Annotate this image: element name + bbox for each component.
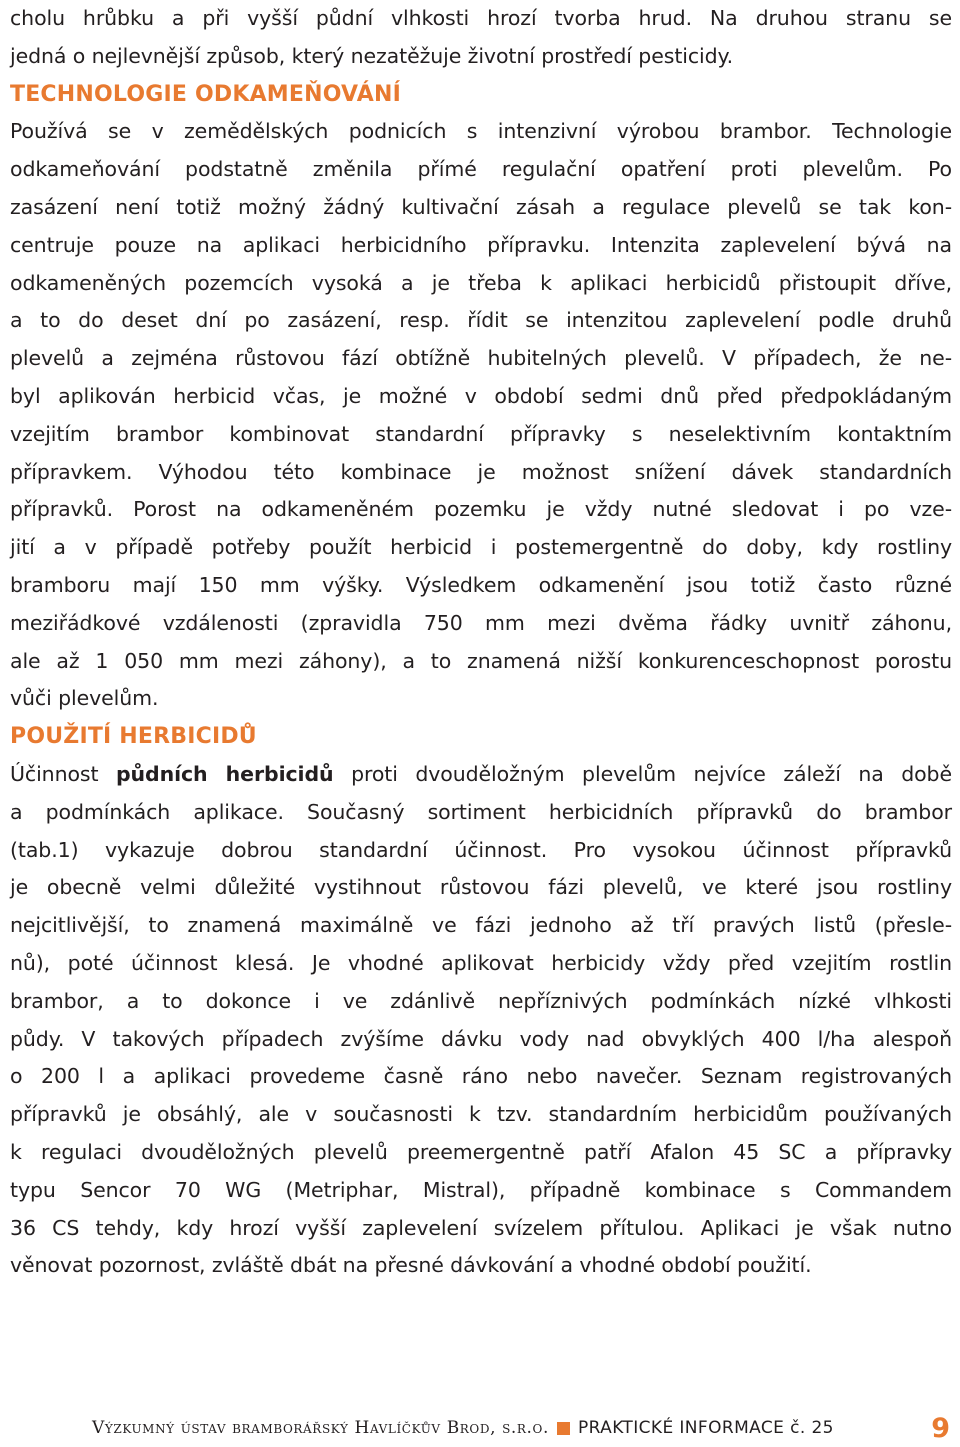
text-line: ale až 1 050 mm mezi záhony), a to znamená nižší konkurenceschopnost porostu <box>10 648 952 673</box>
text-line: věnovat pozornost, zvláště dbát na přesné dávkování a vhodné období použití. <box>10 1253 812 1278</box>
text-line: nů), poté účinnost klesá. Je vhodné aplikovat herbicidy vždy před vzejitím rostlin <box>10 950 952 975</box>
text-line: typu Sencor 70 WG (Metriphar, Mistral), případně kombinace s Commandem <box>10 1177 952 1202</box>
text-line: k regulaci dvouděložných plevelů preemergentně patří Afalon 45 SC a přípravky <box>10 1139 952 1164</box>
text-line: (tab.1) vykazuje dobrou standardní účinnost. Pro vysokou účinnost přípravků <box>10 837 952 862</box>
text-line: je obecně velmi důležité vystihnout růstovou fázi plevelů, ve které jsou rostliny <box>10 875 952 900</box>
text-line: bramboru mají 150 mm výšky. Výsledkem odkamenění jsou totiž často různé <box>10 572 952 597</box>
footer-institute: Výzkumný ústav bramborářský Havlíčkův Brod, s.r.o. <box>92 1418 549 1438</box>
text-line: přípravků je obsáhlý, ale v současnosti k tzv. standardním herbicidům používaných <box>10 1102 952 1127</box>
text-run: proti dvouděložným plevelům nejvíce záleží na době <box>333 761 952 786</box>
text-line: meziřádkové vzdálenosti (zpravidla 750 mm mezi dvěma řádky uvnitř záhonu, <box>10 610 952 635</box>
text-line <box>10 756 952 794</box>
document-page <box>10 0 952 1285</box>
text-line: cholu hrůbku a při vyšší půdní vlhkosti hrozí tvorba hrud. Na druhou stranu se <box>10 6 952 30</box>
text-line: plevelů a zejména růstovou fází obtížně hubitelných plevelů. V případech, že ne- <box>10 346 952 371</box>
text-line: odkameněných pozemcích vysoká a je třeba k aplikaci herbicidů přistoupit dříve, <box>10 270 952 295</box>
text-line: vůči plevelům. <box>10 686 159 711</box>
text-line: brambor, a to dokonce i ve zdánlivě nepříznivých podmínkách nízké vlhkosti <box>10 988 952 1013</box>
page-footer <box>92 1411 952 1445</box>
text-line: a podmínkách aplikace. Současný sortiment herbicidních přípravků do brambor <box>10 799 952 824</box>
section-heading-herbicidy: POUŽITÍ HERBICIDŮ <box>10 724 257 750</box>
herbicidy-paragraph <box>10 756 952 1285</box>
text-line: 36 CS tehdy, kdy hrozí vyšší zaplevelení svízelem přítulou. Aplikaci je však nutno <box>10 1215 952 1240</box>
text-run: Účinnost <box>10 761 116 786</box>
text-line: byl aplikován herbicid včas, je možné v období sedmi dnů před předpokládaným <box>10 383 952 408</box>
text-line: o 200 l a aplikaci provedeme časně ráno nebo navečer. Seznam registrovaných <box>10 1064 952 1089</box>
text-line: jití a v případě potřeby použít herbicid i postemergentně do doby, kdy rostliny <box>10 535 952 560</box>
odkamenovani-paragraph <box>10 113 952 718</box>
text-line: jedná o nejlevnější způsob, který nezatěžuje životní prostředí pesticidy. <box>10 43 734 68</box>
text-line: přípravkem. Výhodou této kombinace je možnost snížení dávek standardních <box>10 459 952 484</box>
page-number: 9 <box>931 1412 950 1444</box>
footer-series: PRAKTICKÉ INFORMACE č. 25 <box>578 1418 834 1438</box>
text-line: odkameňování podstatně změnila přímé regulační opatření proti plevelům. Po <box>10 157 952 182</box>
text-line: a to do deset dní po zasázení, resp. řídit se intenzitou zaplevelení podle druhů <box>10 308 952 333</box>
intro-paragraph <box>10 0 952 76</box>
text-line: centruje pouze na aplikaci herbicidního přípravku. Intenzita zaplevelení bývá na <box>10 232 952 257</box>
text-line: Používá se v zemědělských podnicích s intenzivní výrobou brambor. Technologie <box>10 119 952 144</box>
section-heading-odkamenovani: TECHNOLOGIE ODKAMEŇOVÁNÍ <box>10 81 402 107</box>
square-bullet-icon <box>557 1422 570 1435</box>
text-line: vzejitím brambor kombinovat standardní přípravky s neselektivním kontaktním <box>10 421 952 446</box>
bold-term: půdních herbicidů <box>115 761 334 786</box>
text-line: nejcitlivější, to znamená maximálně ve fázi jednoho až tří pravých listů (přesle- <box>10 913 952 938</box>
text-line: zasázení není totiž možný žádný kultivační zásah a regulace plevelů se tak kon- <box>10 194 952 219</box>
text-line: přípravků. Porost na odkameněném pozemku je vždy nutné sledovat i po vze- <box>10 497 952 522</box>
text-line: půdy. V takových případech zvýšíme dávku vody nad obvyklých 400 l/ha alespoň <box>10 1026 952 1051</box>
